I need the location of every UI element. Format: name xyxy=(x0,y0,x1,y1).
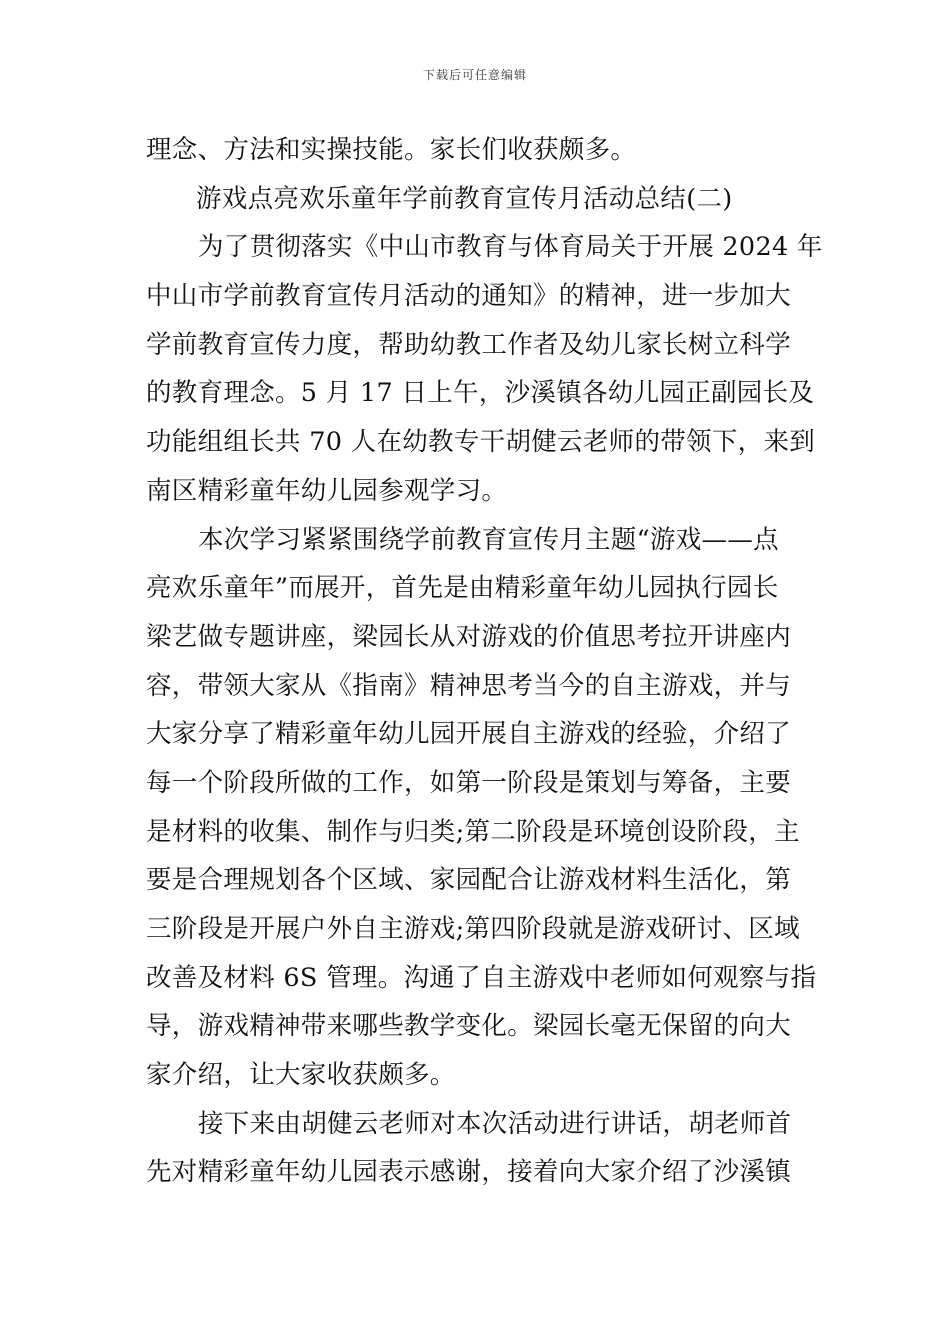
paragraph-line: 亮欢乐童年”而展开，首先是由精彩童年幼儿园执行园长 xyxy=(146,573,779,604)
paragraph-line: 梁艺做专题讲座，梁园长从对游戏的价值思考拉开讲座内 xyxy=(146,621,792,652)
paragraph-line: 中山市学前教育宣传月活动的通知》的精神，进一步加大 xyxy=(146,281,792,312)
paragraph-line: 的教育理念。5 月 17 日上午，沙溪镇各幼儿园正副园长及 xyxy=(146,378,815,409)
paragraph-line: 容，带领大家从《指南》精神思考当今的自主游戏，并与 xyxy=(146,670,792,701)
paragraph-line: 为了贯彻落实《中山市教育与体育局关于开展 2024 年 xyxy=(198,232,823,263)
paragraph-line: 是材料的收集、制作与归类;第二阶段是环境创设阶段，主 xyxy=(146,816,800,847)
paragraph-line: 家介绍，让大家收获颇多。 xyxy=(146,1060,456,1091)
paragraph-line: 先对精彩童年幼儿园表示感谢，接着向大家介绍了沙溪镇 xyxy=(146,1157,792,1188)
paragraph-line: 学前教育宣传力度，帮助幼教工作者及幼儿家长树立科学 xyxy=(146,329,792,360)
document-body xyxy=(146,126,823,1197)
paragraph-line: 大家分享了精彩童年幼儿园开展自主游戏的经验，介绍了 xyxy=(146,719,792,750)
paragraph-line: 要是合理规划各个区域、家园配合让游戏材料生活化，第 xyxy=(146,865,792,896)
paragraph-line: 接下来由胡健云老师对本次活动进行讲话，胡老师首 xyxy=(198,1108,792,1139)
paragraph-line: 南区精彩童年幼儿园参观学习。 xyxy=(146,475,508,506)
paragraph-line: 功能组组长共 70 人在幼教专干胡健云老师的带领下，来到 xyxy=(146,427,816,458)
paragraph-line: 每一个阶段所做的工作，如第一阶段是策划与筹备，主要 xyxy=(146,767,792,798)
paragraph-line: 本次学习紧紧围绕学前教育宣传月主题“游戏——点 xyxy=(198,524,779,555)
paragraph-line: 改善及材料 6S 管理。沟通了自主游戏中老师如何观察与指 xyxy=(146,962,817,993)
section-heading: 游戏点亮欢乐童年学前教育宣传月活动总结(二) xyxy=(196,183,733,214)
paragraph-line: 三阶段是开展户外自主游戏;第四阶段就是游戏研讨、区域 xyxy=(146,914,800,944)
page-header-note: 下载后可任意编辑 xyxy=(422,68,527,82)
paragraph-line: 导，游戏精神带来哪些教学变化。梁园长毫无保留的向大 xyxy=(146,1011,792,1042)
paragraph-line: 理念、方法和实操技能。家长们收获颇多。 xyxy=(146,135,637,165)
